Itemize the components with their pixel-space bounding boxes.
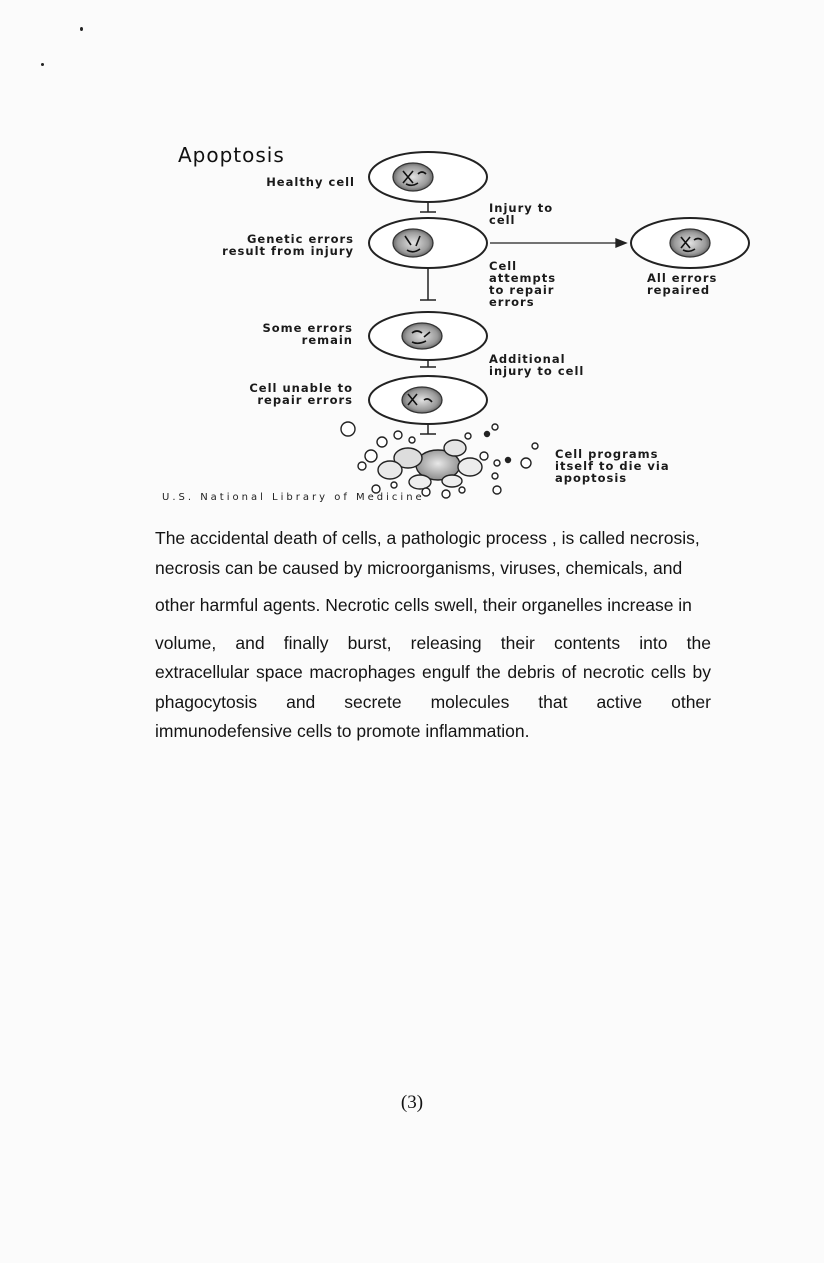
label-injury-to-cell: Injury to cell — [489, 201, 554, 227]
repaired-cell-icon — [631, 218, 749, 268]
scan-speck — [41, 63, 44, 66]
apoptotic-bodies-icon — [341, 422, 538, 498]
label-genetic-errors: Genetic errors result from injury — [222, 232, 354, 258]
text-line: necrosis can be caused by microorganisms, viruses, chemicals, and — [155, 557, 683, 578]
text-line: volume, and finally burst, releasing their contents into the — [155, 632, 711, 653]
figure-title: Apoptosis — [178, 143, 285, 167]
label-cell-unable: Cell unable to repair errors — [249, 381, 353, 407]
label-some-errors: Some errors remain — [262, 321, 353, 347]
text-line: extracellular space macrophages engulf the debris of necrotic cells by — [155, 662, 711, 682]
arrow-right-icon — [490, 239, 626, 247]
label-healthy-cell: Healthy cell — [266, 175, 355, 189]
text-line: other harmful agents. Necrotic cells swell, their organelles increase in — [155, 595, 692, 615]
healthy-cell-icon — [369, 152, 487, 202]
label-cell-attempts: Cell attempts to repair errors — [489, 259, 557, 309]
label-all-errors-repaired: All errors repaired — [647, 271, 718, 297]
text-line: The accidental death of cells, a pathologic process , is called necrosis, — [155, 528, 700, 548]
some-errors-cell-icon — [369, 312, 487, 360]
genetic-errors-cell-icon — [369, 218, 487, 268]
body-paragraph — [155, 524, 711, 747]
apoptosis-figure — [150, 130, 790, 520]
scan-speck — [80, 27, 83, 31]
label-cell-programs: Cell programs itself to die via apoptosis — [555, 447, 670, 485]
page-number: (3) — [400, 1092, 424, 1113]
text-line: immunodefensive cells to promote inflammation. — [155, 721, 530, 741]
unable-to-repair-cell-icon — [369, 376, 487, 424]
label-additional-injury: Additional injury to cell — [489, 352, 585, 378]
text-line: phagocytosis and secrete molecules that active other — [155, 691, 711, 712]
figure-credit: U.S. National Library of Medicine — [162, 492, 425, 503]
